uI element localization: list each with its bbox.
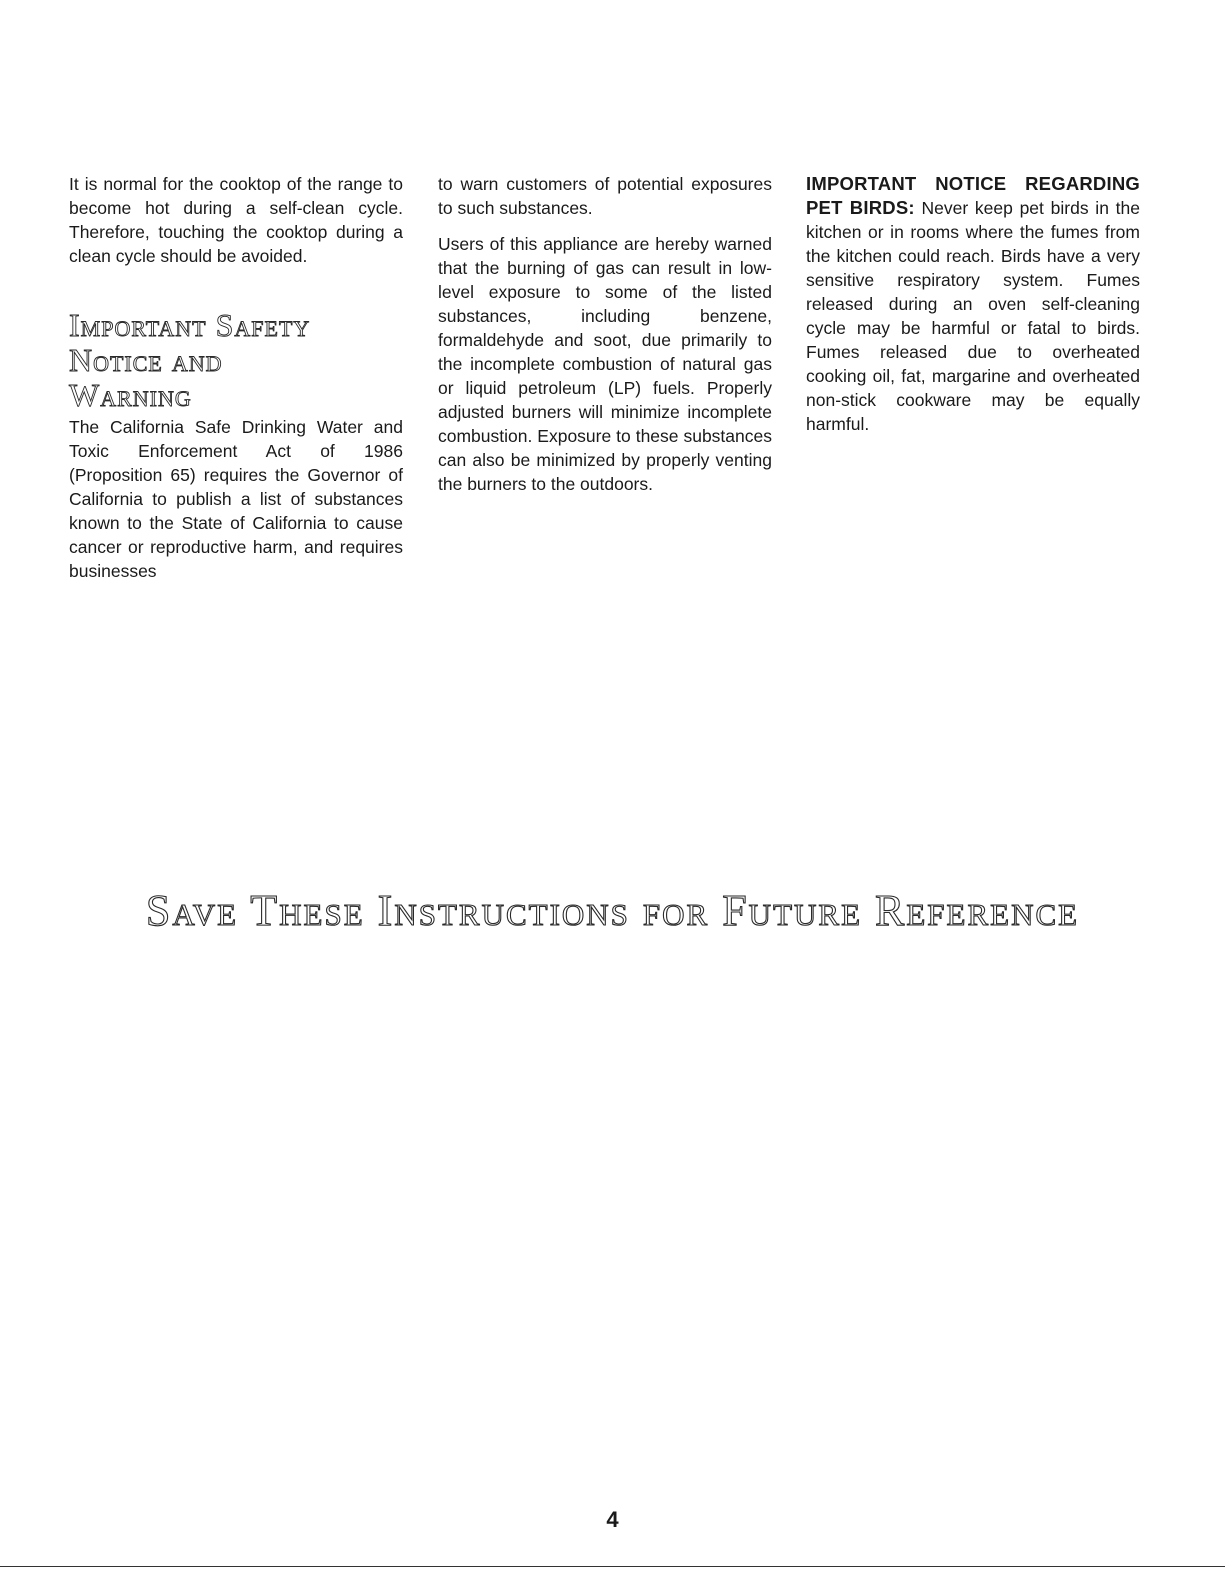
save-instructions-banner: Save These Instructions for Future Reference: [145, 886, 1080, 935]
pet-birds-notice-body: Never keep pet birds in the kitchen or in rooms where the fumes from the kitchen could reach. Birds have a very sensitive respiratory system. Fumes released during an oven self-cleaning cycle may be harmful or fatal to birds. Fumes released due to overheated cooking oil, fat, margarine and overheated non-stick cookware may be equally harmful.: [806, 198, 1140, 434]
self-clean-paragraph: It is normal for the cooktop of the range to become hot during a self-clean cycle. Therefore, touching the cooktop during a clean cycle should be avoided.: [69, 174, 403, 266]
bottom-divider: [0, 1566, 1225, 1567]
prop65-paragraph: The California Safe Drinking Water and Toxic Enforcement Act of 1986 (Proposition 65) requires the Governor of California to publish a list of substances known to the State of California to cause cancer or reproductive harm, and requires businesses: [69, 417, 403, 581]
prop65-continuation: to warn customers of potential exposures to such substances.: [438, 174, 772, 218]
safety-notice-heading: [69, 308, 403, 413]
heading-line-3: Warning: [69, 377, 192, 413]
heading-line-2: Notice and: [69, 342, 223, 378]
middle-column: [438, 172, 772, 508]
heading-line-1: Important Safety: [69, 307, 311, 343]
right-column: [806, 172, 1140, 448]
gas-exposure-warning: Users of this appliance are hereby warned that the burning of gas can result in low-level exposure to some of the listed substances, including benzene, formaldehyde and soot, due primarily to the incomplete combustion of natural gas or liquid petroleum (LP) fuels. Properly adjusted burners will minimize incomplete combustion. Exposure to these substances can also be minimized by properly venting the burners to the outdoors.: [438, 234, 772, 494]
pet-birds-notice: [806, 172, 1140, 436]
left-column: [69, 172, 403, 595]
pet-birds-notice-title: IMPORTANT NOTICE REGARDING PET BIRDS:: [806, 173, 1140, 218]
page-number: 4: [606, 1507, 619, 1532]
